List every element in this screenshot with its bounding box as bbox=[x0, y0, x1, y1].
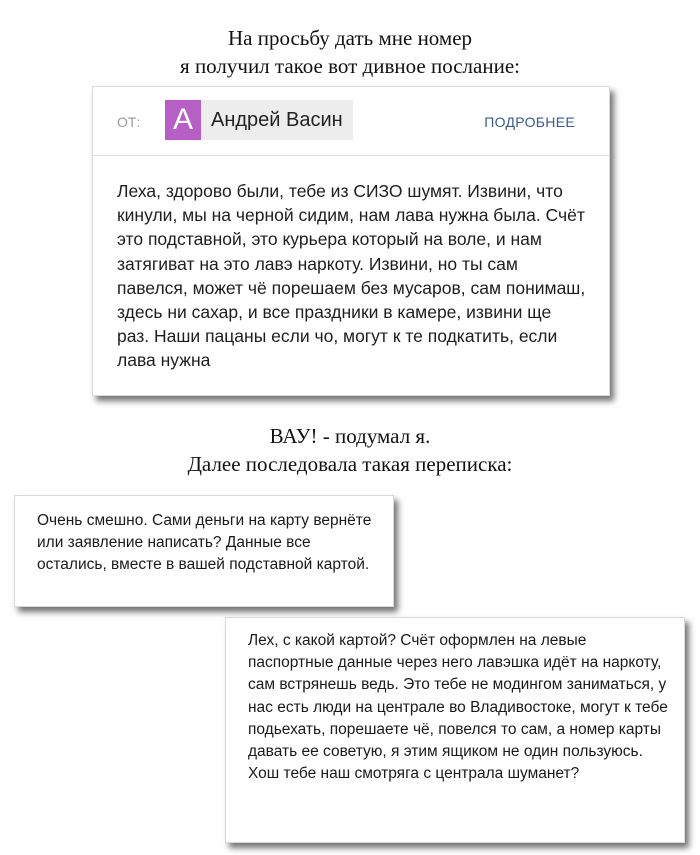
email-header bbox=[93, 87, 609, 156]
sender-avatar: А bbox=[165, 100, 201, 140]
caption-top bbox=[0, 24, 700, 80]
caption-middle-line-2: Далее последовала такая переписка: bbox=[187, 452, 513, 476]
message-card-response bbox=[225, 617, 685, 843]
sender-chip[interactable] bbox=[165, 100, 353, 140]
email-card bbox=[92, 86, 610, 396]
from-label: ОТ: bbox=[117, 114, 141, 130]
caption-top-line-2: я получил такое вот дивное послание: bbox=[180, 54, 520, 78]
caption-middle bbox=[0, 422, 700, 478]
message-card-reply bbox=[14, 495, 394, 607]
message-text: Очень смешно. Сами деньги на карту вернёте или заявление написать? Данные все остались, вместе в вашей подставной картой. bbox=[37, 512, 372, 573]
caption-top-line-1: На просьбу дать мне номер bbox=[227, 26, 473, 50]
message-text: Лех, с какой картой? Счёт оформлен на левые паспортные данные через него лавэшка идёт на наркоту, сам встрянешь ведь. Это тебе не модингом заниматься, у нас есть люди на централе во Владивостоке, могут к тебе подьехать, порешаете чё, повелся то сам, а номер карты давать ее советую, я этим ящиком не один пользуюсь. Хош тебе наш смотряга с централа шуманет? bbox=[248, 632, 668, 783]
caption-middle-line-1: ВАУ! - подумал я. bbox=[269, 424, 431, 448]
sender-name: Андрей Васин bbox=[211, 108, 343, 131]
details-link[interactable]: ПОДРОБНЕЕ bbox=[484, 114, 575, 130]
email-body: Леха, здорово были, тебе из СИЗО шумят. Извини, что кинули, мы на черной сидим, нам лава нужна была. Счёт это подставной, это курьера который на воле, и нам затягиват на это лавэ наркоту. Извини, но ты сам павелся, может чё порешаем без мусаров, сам понимаш, здесь ни сахар, и все праздники в камере, извини ще раз. Наши пацаны если чо, могут к те подкатить, если лава нужна bbox=[117, 181, 586, 371]
